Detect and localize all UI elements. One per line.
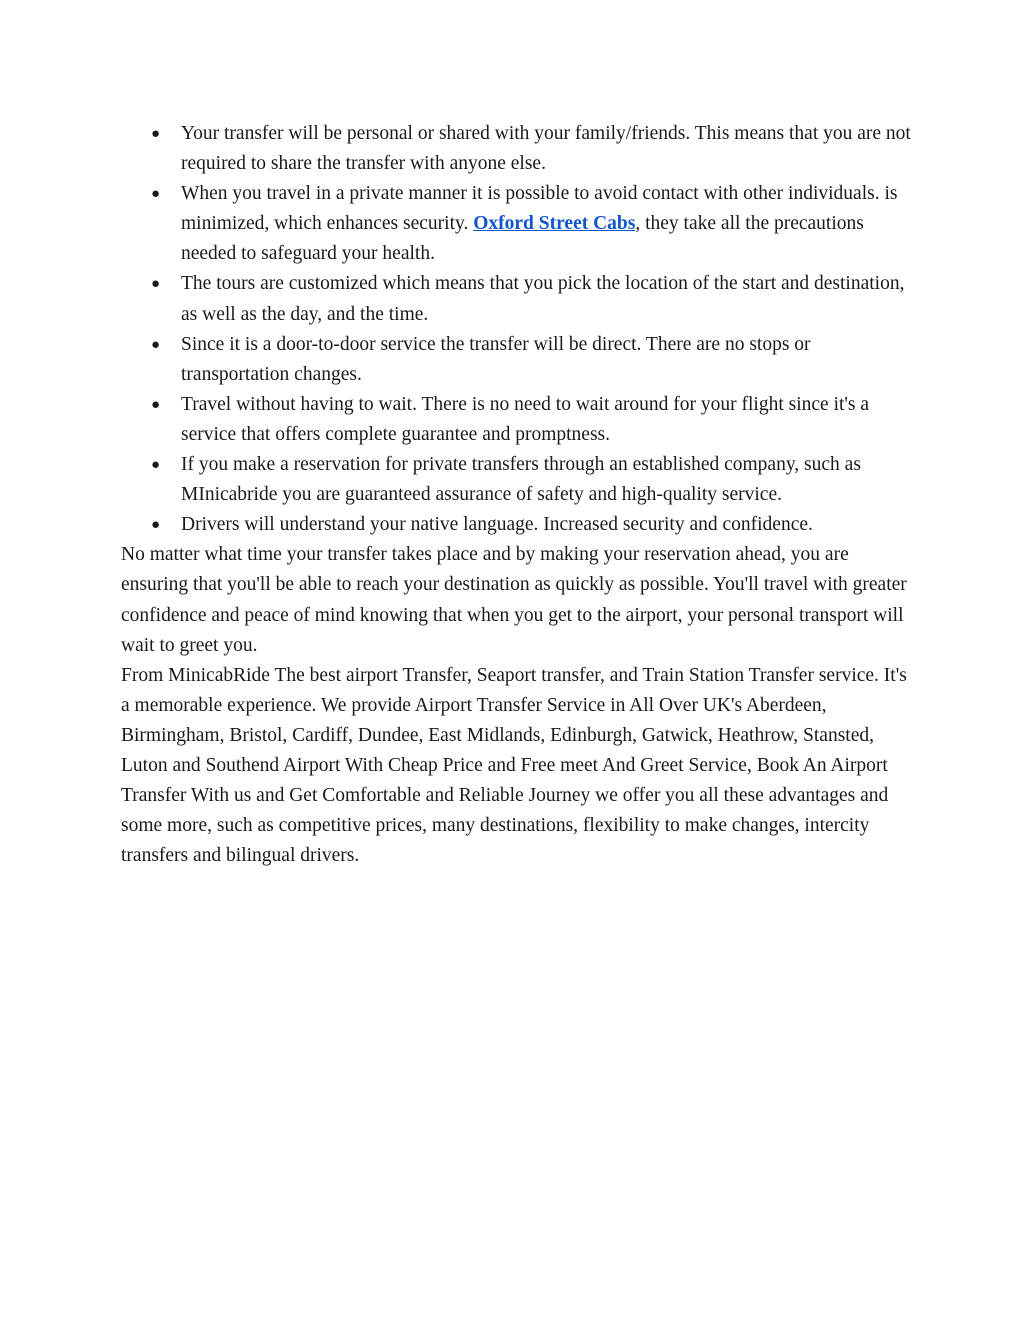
list-item-text: Drivers will understand your native language. Increased security and confidence.	[181, 514, 813, 536]
benefits-list	[121, 119, 911, 540]
bullet-icon: ●	[151, 517, 161, 534]
list-item-text: Since it is a door-to-door service the transfer will be direct. There are no stops or transportation changes.	[181, 333, 811, 385]
list-item	[121, 179, 911, 269]
list-item	[121, 330, 911, 390]
list-item	[121, 450, 911, 510]
list-item	[121, 390, 911, 450]
bullet-icon: ●	[151, 457, 161, 474]
list-item-text: If you make a reservation for private transfers through an established company, such as MInicabride you are guaranteed assurance of safety and high-quality service.	[181, 454, 861, 506]
document-page	[121, 119, 911, 871]
bullet-icon: ●	[151, 186, 161, 203]
list-item-text-after-link: , they take all the precautions needed to safeguard your health.	[181, 213, 864, 265]
list-item-text: Travel without having to wait. There is no need to wait around for your flight since it's a service that offers complete guarantee and promptness.	[181, 393, 870, 445]
bullet-icon: ●	[151, 126, 161, 142]
minicabride-paragraph: From MinicabRide The best airport Transfer, Seaport transfer, and Train Station Transfer service. It's a memorable experience. We provide Airport Transfer Service in All Over UK's Aberdeen, Birmingham, Bristol, Cardiff, Dundee, East Midlands, Edinburgh, Gatwick, Heathrow, Stansted, Luton and Southend Airport With Cheap Price and Free meet And Greet Service, Book An Airport Transfer With us and Get Comfortable and Reliable Journey we offer you all these advantages and some more, such as competitive prices, many destinations, flexibility to make changes, intercity transfers and bilingual drivers.	[121, 664, 907, 867]
list-item	[121, 119, 911, 179]
bullet-icon: ●	[151, 336, 161, 353]
list-item-text: Your transfer will be personal or shared with your family/friends. This means that you are not required to share the transfer with anyone else.	[181, 123, 911, 175]
bullet-icon: ●	[151, 396, 161, 413]
bullet-icon: ●	[151, 276, 161, 293]
list-item	[121, 510, 911, 540]
booking-paragraph: No matter what time your transfer takes place and by making your reservation ahead, you are ensuring that you'll be able to reach your destination as quickly as possible. You'll travel with greater confidence and peace of mind knowing that when you get to the airport, your personal transport will wait to greet you.	[121, 544, 907, 656]
oxford-street-cabs-link[interactable]: Oxford Street Cabs	[473, 213, 636, 235]
list-item-text: The tours are customized which means that you pick the location of the start and destination, as well as the day, and the time.	[181, 273, 905, 325]
list-item	[121, 269, 911, 329]
list-item-text-before-link: When you travel in a private manner it is possible to avoid contact with other individuals. is minimized, which enhances security.	[181, 183, 898, 235]
